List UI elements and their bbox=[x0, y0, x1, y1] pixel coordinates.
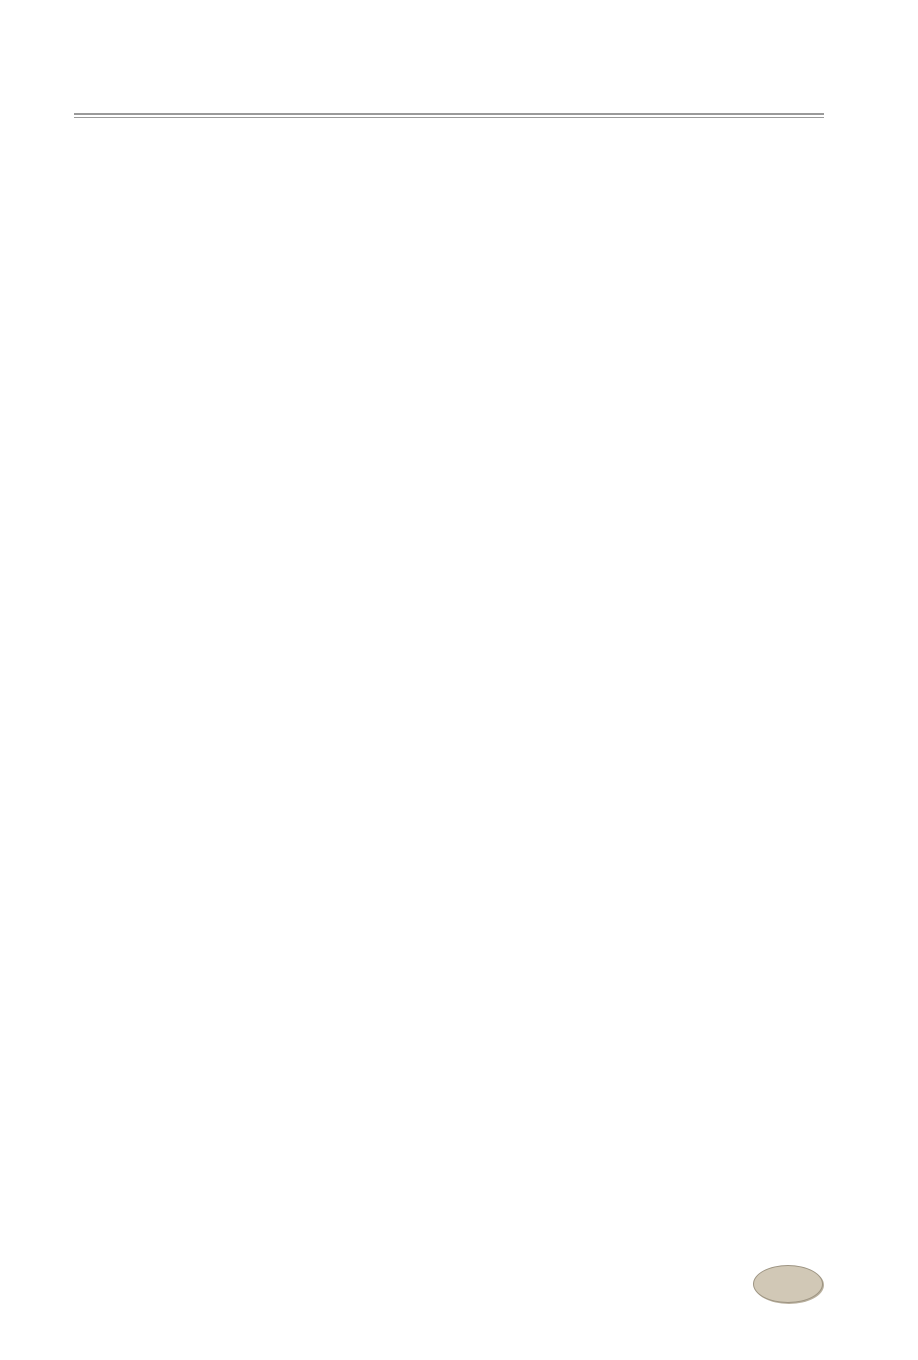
page-number-badge bbox=[753, 1265, 823, 1303]
mechanisms-section bbox=[74, 110, 824, 118]
page-content bbox=[74, 90, 824, 160]
section-divider bbox=[74, 113, 824, 118]
spacer bbox=[74, 124, 824, 160]
